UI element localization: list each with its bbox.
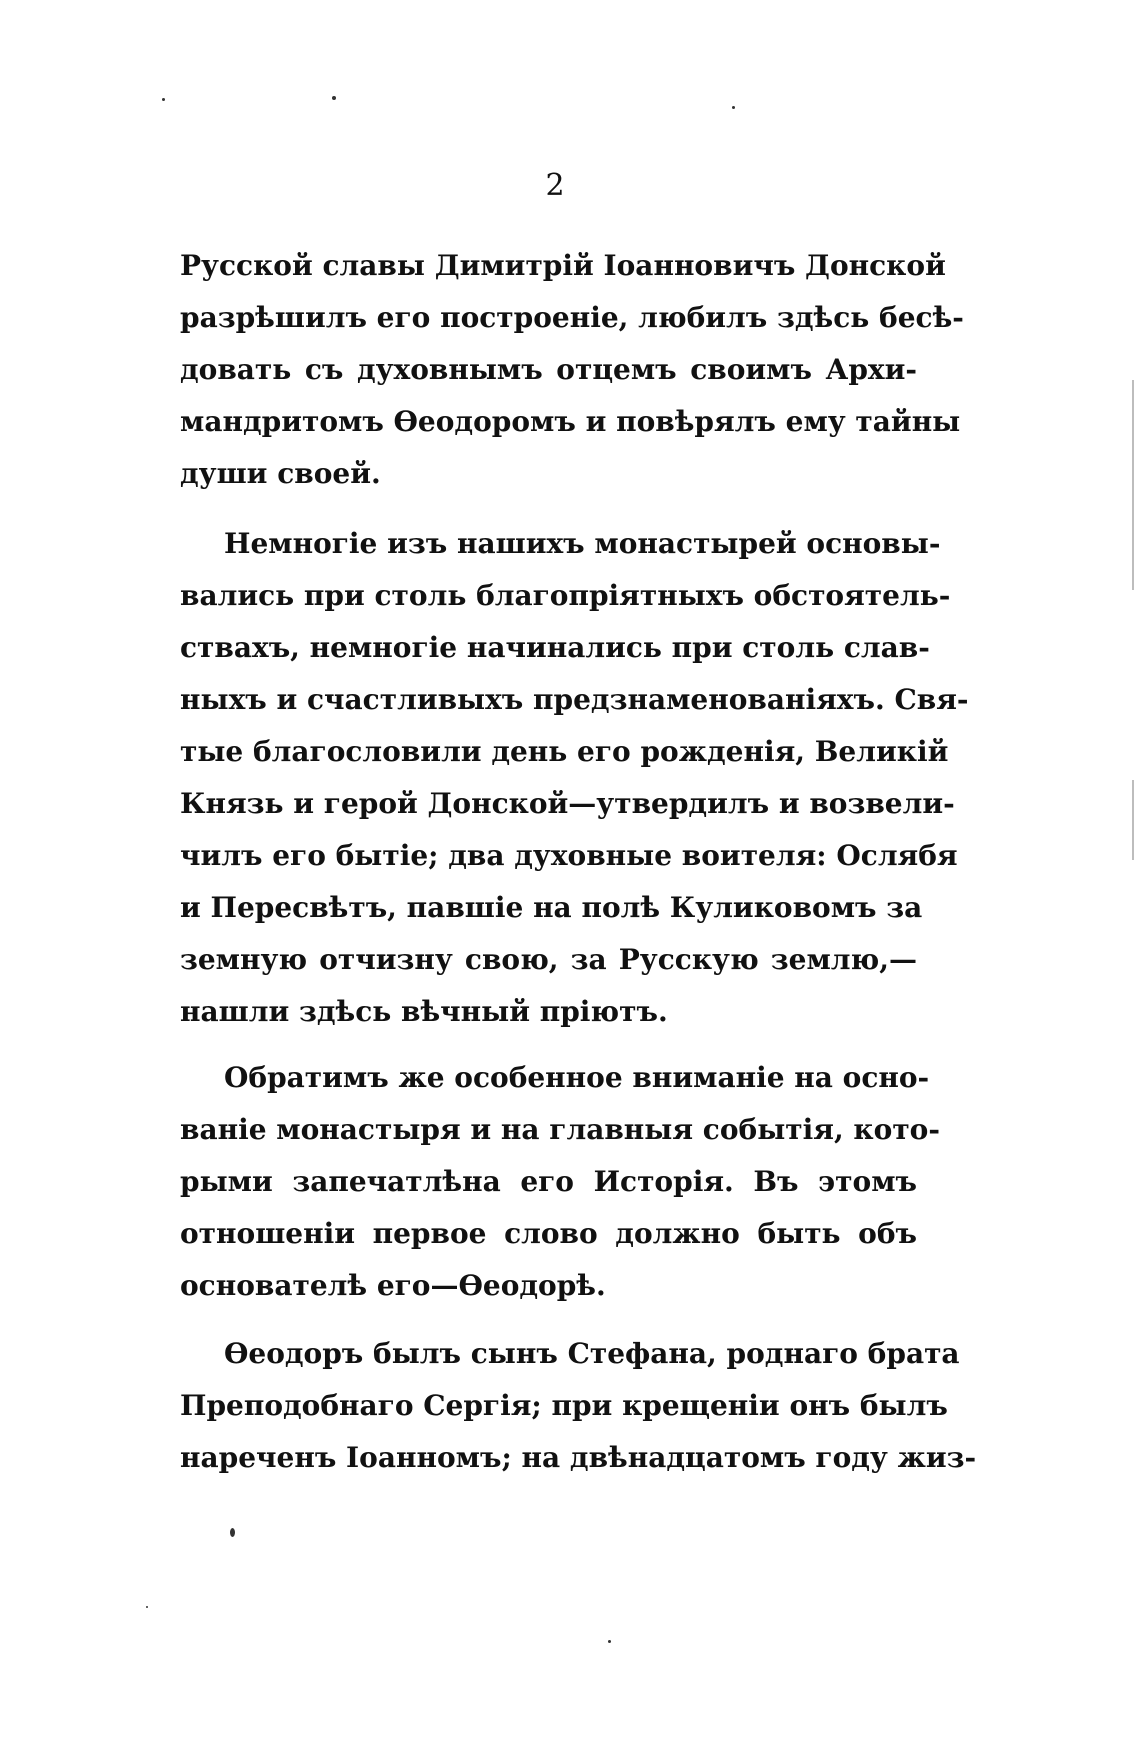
text-line: земную отчизну свою, за Русскую землю,— [180,943,917,976]
paragraph-3 [180,1052,940,1312]
text-line: нареченъ Іоанномъ; на двѣнадцатомъ году жиз- [180,1441,977,1474]
text-line: чилъ его бытіе; два духовные воителя: Ослябя [180,839,958,872]
scan-edge-line [1132,380,1134,590]
paragraph-2 [180,518,969,1038]
scan-speck [732,106,735,109]
text-line: рыми запечатлѣна его Исторія. Въ этомъ [180,1165,917,1198]
scan-speck [230,1528,235,1537]
scan-speck [332,96,336,100]
text-line: мандритомъ Ѳеодоромъ и повѣрялъ ему тайны [180,405,961,438]
page-number: 2 [545,168,565,203]
text-line: довать съ духовнымъ отцемъ своимъ Архи- [180,353,917,386]
text-line: и Пересвѣтъ, павшіе на полѣ Куликовомъ за [180,891,923,924]
scan-edge-line [1132,780,1134,860]
text-line: отношеніи первое слово должно быть объ [180,1217,917,1250]
text-line: разрѣшилъ его построеніе, любилъ здѣсь бесѣ- [180,301,964,334]
text-line: ваніе монастыря и на главныя событія, кото- [180,1113,940,1146]
text-line: Русской славы Димитрій Іоанновичъ Донской [180,249,946,282]
scan-speck [608,1640,611,1643]
text-line: вались при столь благопріятныхъ обстоятель- [180,579,951,612]
scan-speck [162,98,165,101]
text-line: ныхъ и счастливыхъ предзнаменованіяхъ. Свя- [180,683,969,716]
text-line: основателѣ его—Ѳеодорѣ. [180,1269,606,1302]
text-line: души своей. [180,457,381,490]
text-line: Обратимъ же особенное вниманіе на осно- [224,1061,930,1094]
paragraph-1 [180,240,964,500]
scan-speck [146,1606,148,1608]
text-line: нашли здѣсь вѣчный пріютъ. [180,995,668,1028]
text-line: Ѳеодоръ былъ сынъ Стефана, роднаго брата [224,1337,960,1370]
text-line: ствахъ, немногіе начинались при столь слав- [180,631,930,664]
text-line: тые благословили день его рожденія, Великій [180,735,949,768]
text-line: Князь и герой Донской—утвердилъ и возвели- [180,787,955,820]
text-line: Немногіе изъ нашихъ монастырей основы- [224,527,941,560]
text-line: Преподобнаго Сергія; при крещеніи онъ былъ [180,1389,948,1422]
paragraph-4 [180,1328,977,1484]
